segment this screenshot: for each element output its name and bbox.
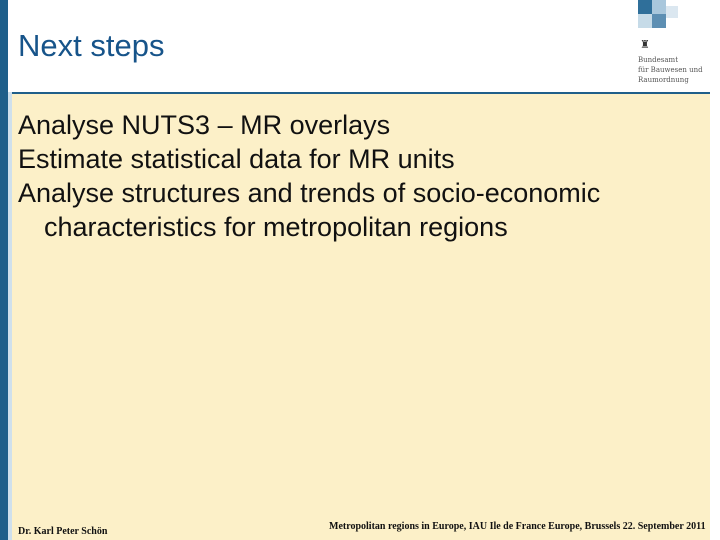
- bullet-item: Estimate statistical data for MR units: [18, 144, 455, 174]
- logo-text-line-2: für Bauwesen und: [638, 66, 703, 74]
- logo-square-1: [638, 0, 652, 14]
- logo-square-2: [652, 0, 666, 14]
- footer-author: Dr. Karl Peter Schön: [18, 526, 108, 537]
- bullet-item: Analyse structures and trends of socio-economic characteristics for metropolitan regions: [18, 178, 601, 242]
- logo-square-4: [652, 14, 666, 28]
- logo-text-line-1: Bundesamt: [638, 56, 679, 64]
- logo-text-line-3: Raumordnung: [638, 76, 689, 84]
- federal-eagle-icon: ♜: [640, 39, 650, 51]
- right-edge: [710, 92, 720, 540]
- slide-title: Next steps: [18, 28, 165, 63]
- logo-square-5: [666, 6, 678, 18]
- left-accent-bar: [0, 0, 8, 540]
- footer-event: Metropolitan regions in Europe, IAU Ile de France Europe, Brussels 22. September 2011: [329, 521, 706, 532]
- bullet-item: Analyse NUTS3 – MR overlays: [18, 110, 391, 140]
- logo-square-3: [638, 14, 652, 28]
- bullet-list: [18, 108, 658, 244]
